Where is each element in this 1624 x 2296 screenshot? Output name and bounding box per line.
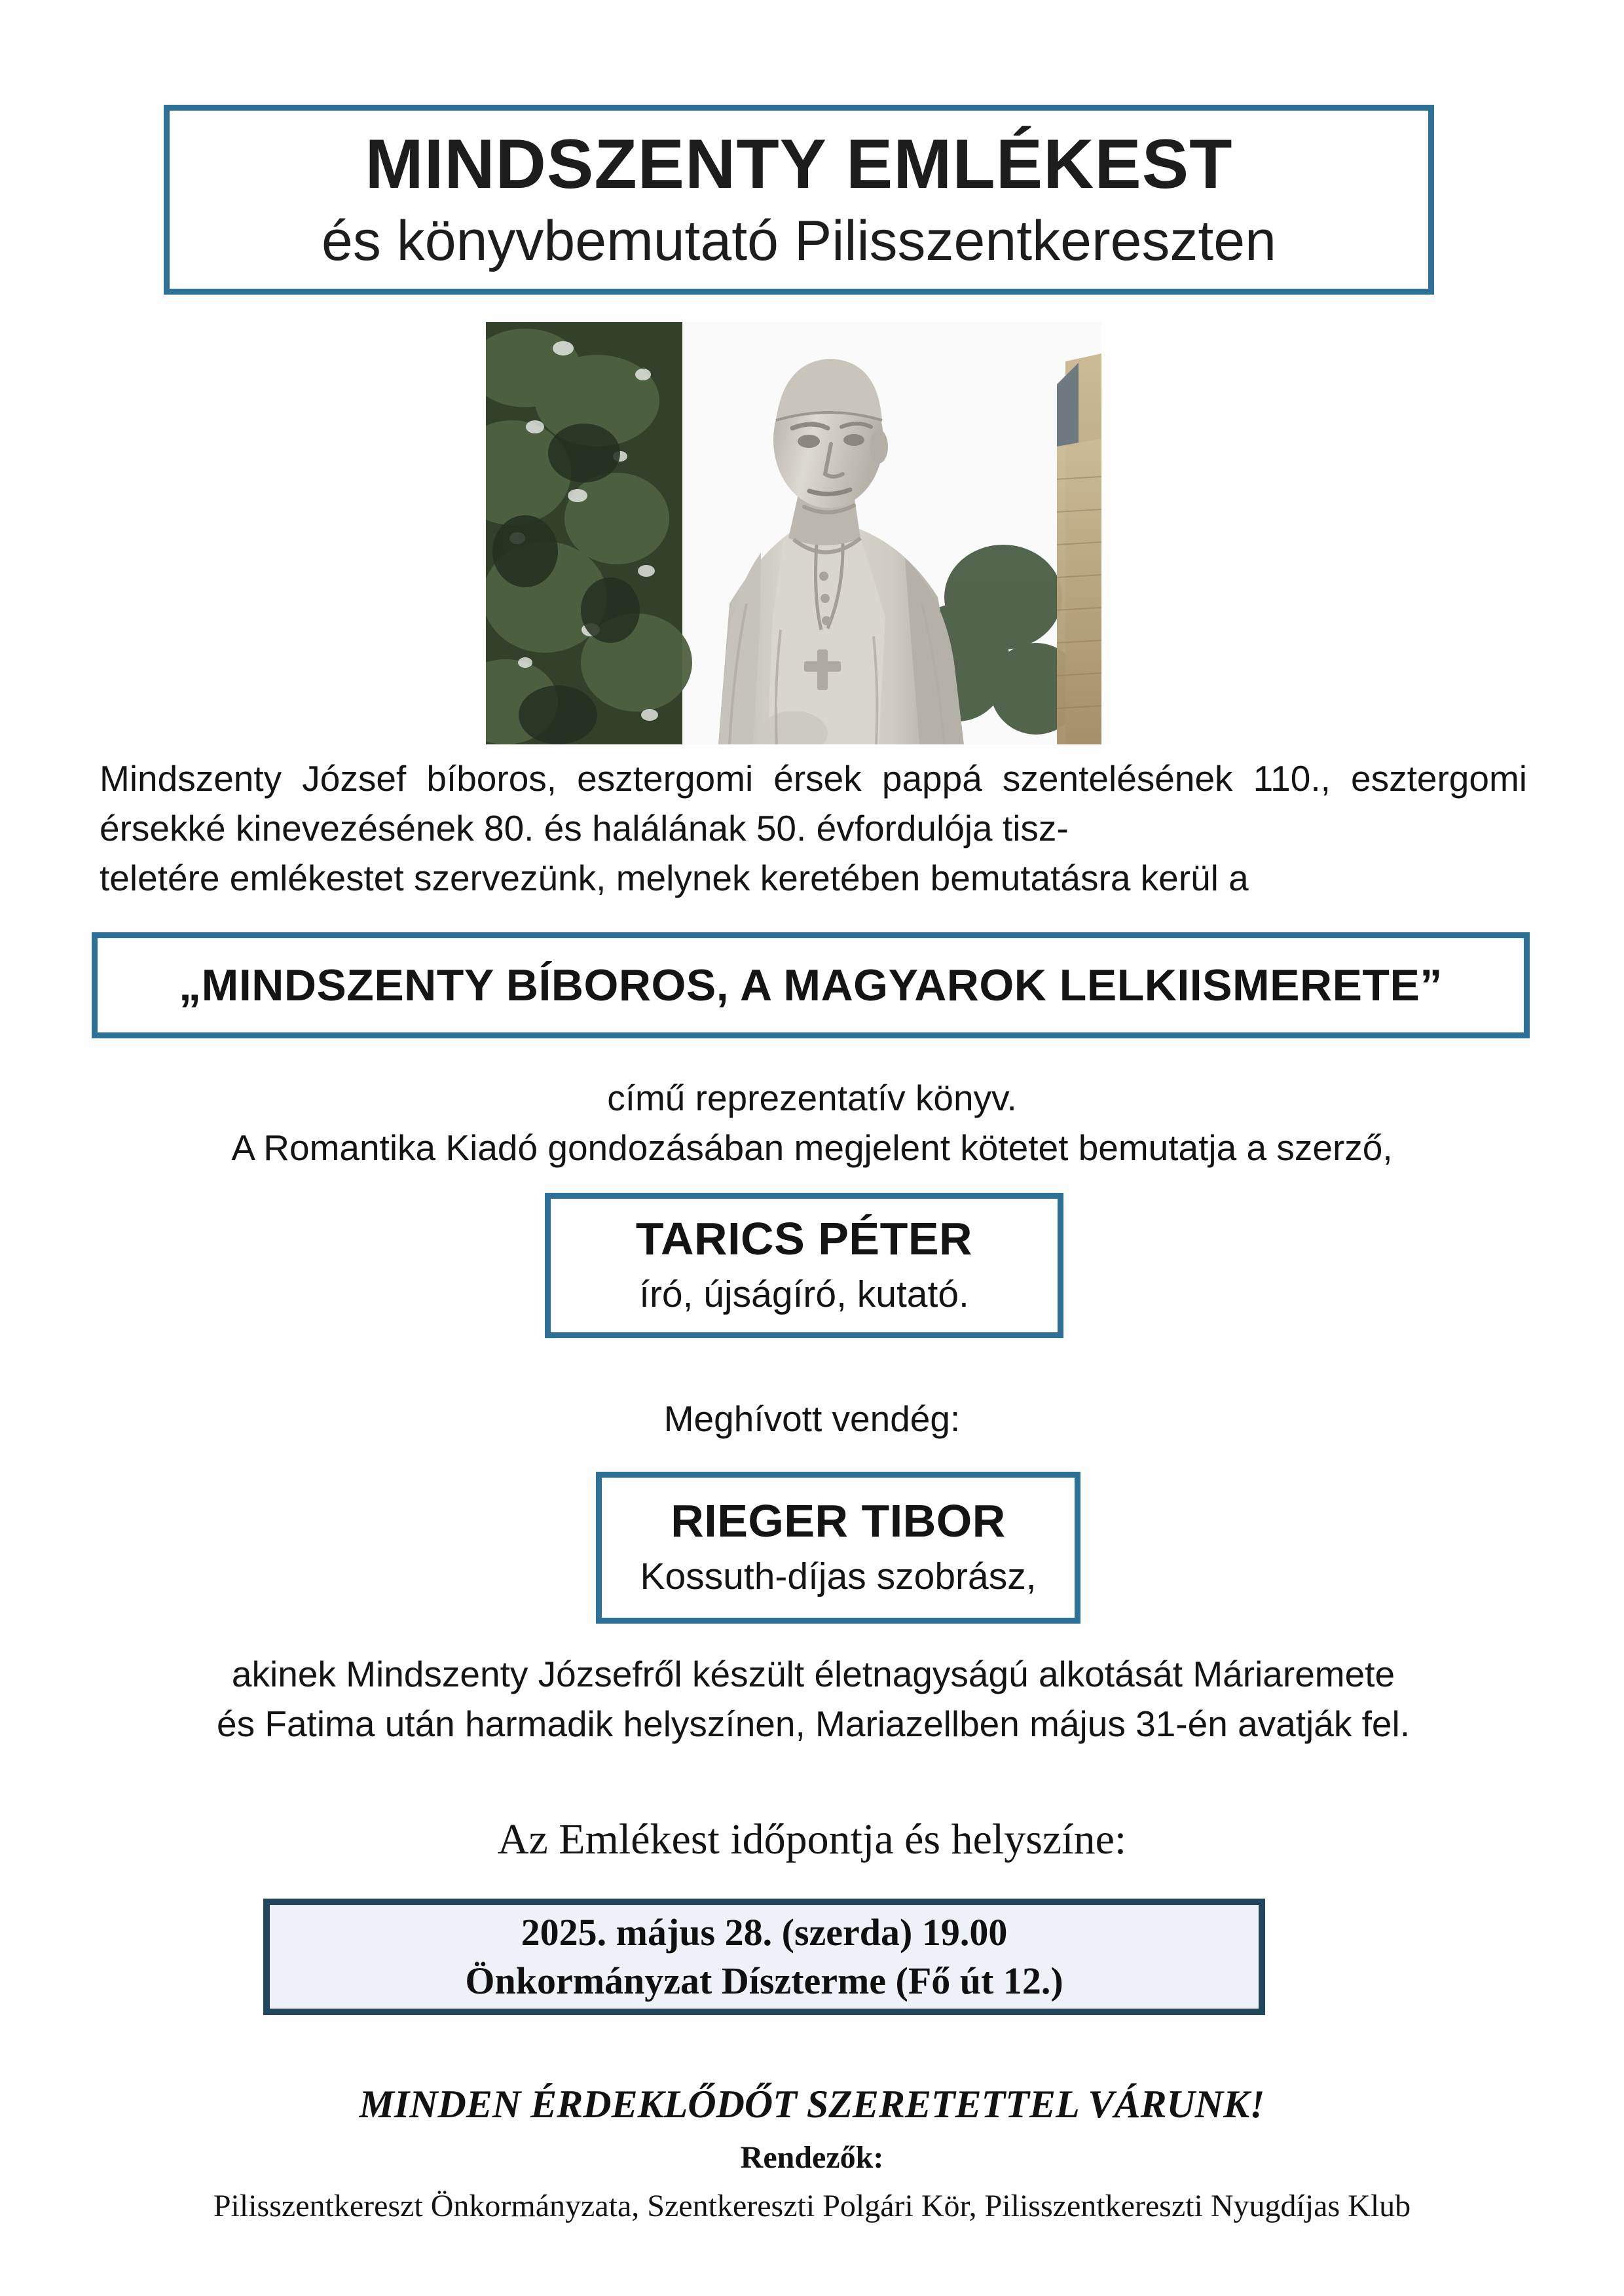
welcome-message: MINDEN ÉRDEKLŐDŐT SZERETETTEL VÁRUNK! — [359, 2083, 1265, 2126]
statue-photo — [486, 322, 1101, 744]
event-heading: Az Emlékest időpontja és helyszíne: — [497, 1815, 1127, 1863]
sculpture-paragraph — [100, 1650, 1527, 1749]
guest-box — [596, 1472, 1080, 1624]
organizers-label: Rendezők: — [740, 2140, 884, 2175]
sculpture-line-1: akinek Mindszenty Józsefről készült életnagyságú alkotását Máriaremete — [231, 1654, 1395, 1694]
header-box — [164, 105, 1434, 295]
intro-paragraph — [100, 754, 1527, 903]
speaker-box — [545, 1193, 1063, 1338]
sculpture-line-2: és Fatima után harmadik helyszínen, Mariazellben május 31-én avatják fel. — [216, 1703, 1410, 1744]
guest-role: Kossuth-díjas szobrász, — [640, 1556, 1037, 1598]
organizers-list: Pilisszentkereszt Önkormányzata, Szentkereszti Polgári Kör, Pilisszentkereszti Nyugdíjas Klub — [213, 2189, 1411, 2223]
page-subtitle: és könyvbemutató Pilisszentkereszten — [322, 210, 1276, 273]
guest-name: RIEGER TIBOR — [671, 1495, 1006, 1547]
book-subtitle-line-2: A Romantika Kiadó gondozásában megjelent kötetet bemutatja a szerző, — [231, 1127, 1393, 1168]
speaker-name: TARICS PÉTER — [635, 1213, 973, 1265]
intro-line-3: teletére emlékestet szervezünk, melynek keretében bemutatásra kerül a — [100, 857, 1249, 898]
intro-line-1: Mindszenty József bíboros, esztergomi érsek pappá szentelésének 110., — [100, 758, 1331, 799]
book-title: „MINDSZENTY BÍBOROS, A MAGYAROK LELKIISMERETE” — [179, 960, 1443, 1010]
speaker-role: író, újságíró, kutató. — [639, 1273, 969, 1316]
event-date: 2025. május 28. (szerda) 19.00 — [521, 1910, 1008, 1954]
book-subtitle-block — [0, 1074, 1624, 1173]
page-title: MINDSZENTY EMLÉKEST — [365, 124, 1233, 203]
guest-label: Meghívott vendég: — [663, 1398, 961, 1439]
event-venue: Önkormányzat Díszterme (Fő út 12.) — [465, 1959, 1063, 2002]
book-subtitle-line-1: című reprezentatív könyv. — [607, 1078, 1017, 1118]
statue-photo-illustration — [486, 322, 1101, 744]
book-title-box — [92, 932, 1530, 1038]
intro-line-2: esztergomi érsekké kinevezésének 80. és halálának 50. évfordulója tisz- — [100, 758, 1527, 848]
event-datetime-box — [263, 1899, 1265, 2015]
